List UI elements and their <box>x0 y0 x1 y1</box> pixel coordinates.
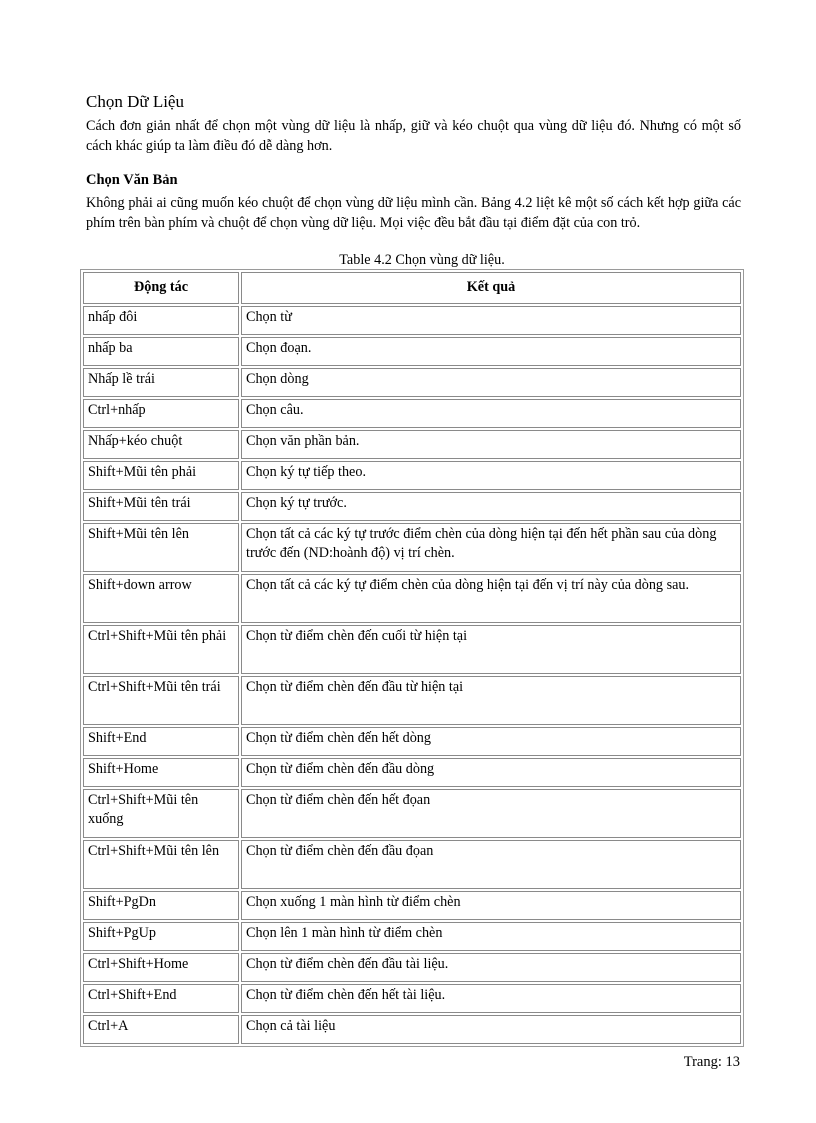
result-cell: Chọn cả tài liệu <box>241 1015 741 1044</box>
result-cell: Chọn lên 1 màn hình từ điểm chèn <box>241 922 741 951</box>
action-cell: Ctrl+Shift+Mũi tên xuống <box>83 789 239 838</box>
section-title: Chọn Dữ Liệu <box>86 92 184 111</box>
header-action: Động tác <box>83 272 239 304</box>
result-cell: Chọn ký tự trước. <box>241 492 741 521</box>
action-cell: Shift+Mũi tên lên <box>83 523 239 572</box>
action-cell: Shift+down arrow <box>83 574 239 623</box>
action-cell: Ctrl+Shift+Mũi tên trái <box>83 676 239 725</box>
result-cell: Chọn đoạn. <box>241 337 741 366</box>
table-row <box>83 306 741 335</box>
table-row <box>83 891 741 920</box>
table-row <box>83 1015 741 1044</box>
action-cell: Nhấp+kéo chuột <box>83 430 239 459</box>
result-cell: Chọn từ điểm chèn đến đầu đọan <box>241 840 741 889</box>
table-row <box>83 492 741 521</box>
result-cell: Chọn ký tự tiếp theo. <box>241 461 741 490</box>
table-row <box>83 368 741 397</box>
table-row <box>83 676 741 725</box>
table-row <box>83 461 741 490</box>
table-row <box>83 953 741 982</box>
table-row <box>83 523 741 572</box>
intro-paragraph: Cách đơn giản nhất để chọn một vùng dữ liệu là nhấp, giữ và kéo chuột qua vùng dữ liệu đó. Nhưng có một số cách khác giúp ta làm điều đó dễ dàng hơn. <box>86 118 741 154</box>
result-cell: Chọn xuống 1 màn hình từ điểm chèn <box>241 891 741 920</box>
action-cell: Shift+End <box>83 727 239 756</box>
table-header-row <box>83 272 741 304</box>
result-cell: Chọn câu. <box>241 399 741 428</box>
table-row <box>83 789 741 838</box>
action-cell: Shift+PgUp <box>83 922 239 951</box>
table-row <box>83 984 741 1013</box>
table-row <box>83 758 741 787</box>
table-row <box>83 430 741 459</box>
result-cell: Chọn văn phần bản. <box>241 430 741 459</box>
subsection-paragraph: Không phải ai cũng muốn kéo chuột để chọn vùng dữ liệu mình cần. Bảng 4.2 liệt kê một số cách kết hợp giữa các phím trên bàn phím và chuột để chọn vùng dữ liệu. Mọi việc đều bắt đầu tại điểm đặt của con trỏ. <box>86 195 741 231</box>
page-number: Trang: 13 <box>683 1054 740 1070</box>
table-caption: Table 4.2 Chọn vùng dữ liệu. <box>339 252 505 268</box>
result-cell: Chọn từ điểm chèn đến đầu dòng <box>241 758 741 787</box>
action-cell: nhấp đôi <box>83 306 239 335</box>
result-cell: Chọn từ điểm chèn đến hết tài liệu. <box>241 984 741 1013</box>
result-cell: Chọn từ điểm chèn đến cuối từ hiện tại <box>241 625 741 674</box>
table-row <box>83 337 741 366</box>
action-cell: Shift+Home <box>83 758 239 787</box>
action-cell: Ctrl+nhấp <box>83 399 239 428</box>
result-cell: Chọn từ điểm chèn đến đầu từ hiện tại <box>241 676 741 725</box>
action-cell: Ctrl+A <box>83 1015 239 1044</box>
table-row <box>83 727 741 756</box>
result-cell: Chọn từ <box>241 306 741 335</box>
subsection-title: Chọn Văn Bản <box>86 172 178 188</box>
action-cell: Shift+Mũi tên phải <box>83 461 239 490</box>
action-cell: Shift+PgDn <box>83 891 239 920</box>
action-cell: Ctrl+Shift+Home <box>83 953 239 982</box>
header-result: Kết quả <box>241 272 741 304</box>
result-cell: Chọn từ điểm chèn đến hết dòng <box>241 727 741 756</box>
action-cell: nhấp ba <box>83 337 239 366</box>
result-cell: Chọn dòng <box>241 368 741 397</box>
table-row <box>83 840 741 889</box>
table-row <box>83 625 741 674</box>
result-cell: Chọn tất cả các ký tự trước điểm chèn của dòng hiện tại đến hết phần sau của dòng trước đến (ND:hoành độ) vị trí chèn. <box>241 523 741 572</box>
table-row <box>83 399 741 428</box>
table-row <box>83 922 741 951</box>
action-cell: Ctrl+Shift+Mũi tên phải <box>83 625 239 674</box>
table-row <box>83 574 741 623</box>
action-cell: Nhấp lề trái <box>83 368 239 397</box>
action-cell: Ctrl+Shift+End <box>83 984 239 1013</box>
action-cell: Shift+Mũi tên trái <box>83 492 239 521</box>
result-cell: Chọn từ điểm chèn đến đầu tài liệu. <box>241 953 741 982</box>
action-cell: Ctrl+Shift+Mũi tên lên <box>83 840 239 889</box>
result-cell: Chọn từ điểm chèn đến hết đọan <box>241 789 741 838</box>
result-cell: Chọn tất cả các ký tự điểm chèn của dòng hiện tại đến vị trí này của dòng sau. <box>241 574 741 623</box>
selection-table <box>80 269 744 1047</box>
